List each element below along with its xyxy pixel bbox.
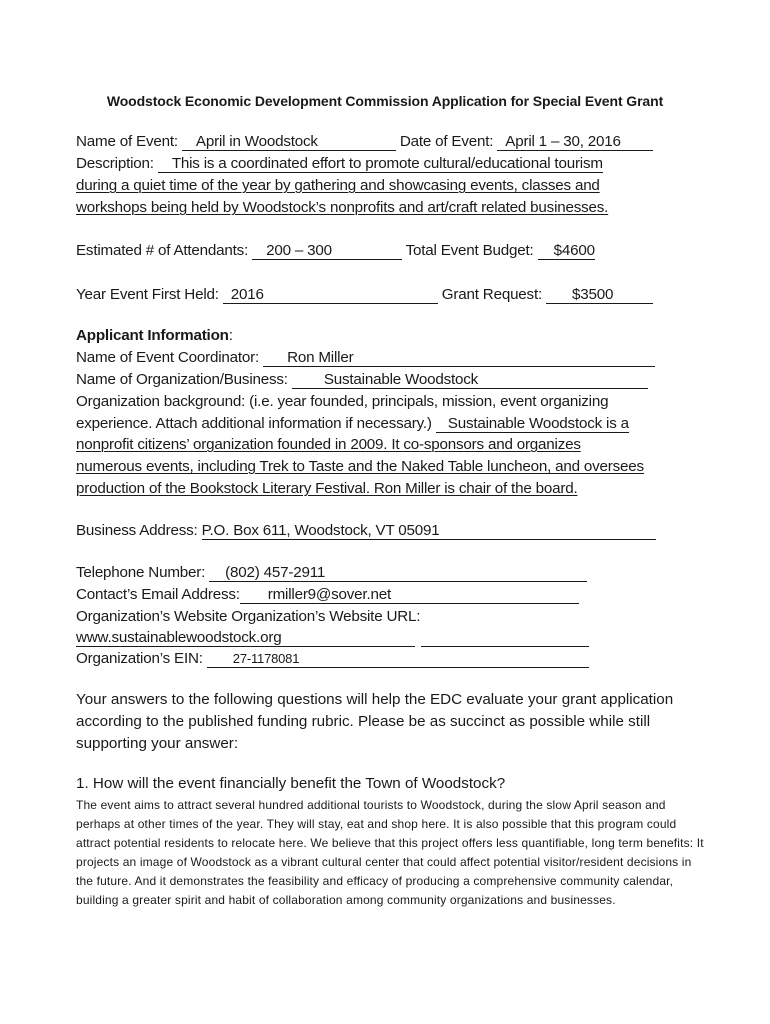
coordinator-label: Name of Event Coordinator:	[76, 349, 264, 366]
background-value-line-1: Sustainable Woodstock is a	[447, 415, 629, 432]
website-field	[76, 629, 415, 647]
background-row	[76, 413, 629, 435]
website-extra-line	[421, 629, 589, 647]
event-name-label: Name of Event:	[76, 133, 182, 150]
address-label: Business Address:	[76, 522, 202, 539]
grant-request-label: Grant Request:	[437, 286, 547, 303]
ein-label: Organization’s EIN:	[76, 650, 207, 667]
address-row	[76, 520, 656, 542]
ein-row	[76, 648, 589, 670]
ein-value: 27-1178081	[232, 651, 300, 666]
email-field	[240, 586, 579, 604]
phone-value: (802) 457-2911	[225, 564, 326, 581]
description-line-3: workshops being held by Woodstock’s nonprofits and art/craft related businesses.	[76, 199, 609, 216]
attendants-field	[252, 242, 402, 260]
answer-1: The event aims to attract several hundred additional tourists to Woodstock, during the slow April season and perhaps at other times of the year. They will stay, eat and shop here. It is also possible that this program could attract potential residents to relocate here. We believe that this project offers less quantifiable, long term benefits: It projects an image of Woodstock as a vibrant cultural center that could affect potential visitor/resident decisions in the future. And it demonstrates the feasibility and efficacy of producing a comprehensive community calendar, building a greater spirit and habit of collaboration among community organizations and businesses.	[76, 798, 704, 907]
attendants-value: 200 – 300	[266, 242, 332, 259]
applicant-heading: Applicant Information	[76, 327, 229, 344]
applicant-heading-colon: :	[228, 327, 233, 344]
phone-row	[76, 562, 587, 584]
question-1: 1. How will the event financially benefit the Town of Woodstock?	[76, 775, 506, 792]
email-value: rmiller9@sover.net	[267, 586, 391, 603]
organization-label: Name of Organization/Business:	[76, 371, 292, 388]
coordinator-field	[263, 349, 655, 367]
address-value: P.O. Box 611, Woodstock, VT 05091	[201, 522, 440, 539]
description-line-1: This is a coordinated effort to promote cultural/educational tourism	[171, 155, 603, 172]
event-name-row	[76, 131, 653, 153]
event-date-value: April 1 – 30, 2016	[505, 133, 621, 150]
first-held-label: Year Event First Held:	[76, 286, 223, 303]
background-value-line-3: numerous events, including Trek to Taste and the Naked Table luncheon, and oversees	[76, 458, 644, 475]
organization-value: Sustainable Woodstock	[323, 371, 479, 388]
description-row	[76, 153, 603, 175]
first-held-field	[223, 286, 438, 304]
description-label: Description:	[76, 155, 158, 172]
email-label: Contact’s Email Address:	[76, 586, 240, 603]
attendants-row	[76, 240, 595, 262]
event-date-field	[497, 133, 652, 151]
budget-field	[538, 242, 595, 260]
first-held-row	[76, 284, 653, 306]
grant-request-value: $3500	[572, 286, 614, 303]
background-value-line-4: production of the Bookstock Literary Festival. Ron Miller is chair of the board.	[76, 480, 578, 497]
grant-request-field	[546, 286, 653, 304]
event-date-label: Date of Event:	[395, 133, 498, 150]
email-row	[76, 584, 579, 606]
coordinator-row	[76, 347, 655, 369]
address-field	[202, 522, 656, 540]
description-field	[158, 155, 603, 173]
first-held-value: 2016	[230, 286, 264, 303]
intro-paragraph: Your answers to the following questions will help the EDC evaluate your grant application according to the published funding rubric. Please be as succinct as possible while still supporting your answer:	[76, 691, 674, 752]
phone-field	[209, 564, 587, 582]
budget-value: $4600	[553, 242, 595, 259]
website-row	[76, 627, 589, 649]
background-value-line-2: nonprofit citizens’ organization founded in 2009. It co-sponsors and organizes	[76, 436, 581, 453]
document-title: Woodstock Economic Development Commission Application for Special Event Grant	[106, 93, 664, 109]
organization-row	[76, 369, 648, 391]
attendants-label: Estimated # of Attendants:	[76, 242, 253, 259]
background-line-1: Organization background: (i.e. year founded, principals, mission, event organizing	[76, 393, 609, 410]
website-label: Organization’s Website Organization’s Website URL:	[76, 608, 421, 625]
event-name-field	[182, 133, 396, 151]
event-name-value: April in Woodstock	[195, 133, 318, 150]
description-line-2: during a quiet time of the year by gathering and showcasing events, classes and	[76, 177, 600, 194]
background-field	[436, 415, 629, 433]
budget-label: Total Event Budget:	[401, 242, 538, 259]
phone-label: Telephone Number:	[76, 564, 210, 581]
applicant-heading-row	[76, 325, 233, 347]
organization-field	[292, 371, 648, 389]
ein-field	[207, 650, 589, 668]
website-value: www.sustainablewoodstock.org	[76, 629, 282, 646]
coordinator-value: Ron Miller	[287, 349, 354, 366]
background-label: experience. Attach additional information if necessary.)	[76, 415, 436, 432]
